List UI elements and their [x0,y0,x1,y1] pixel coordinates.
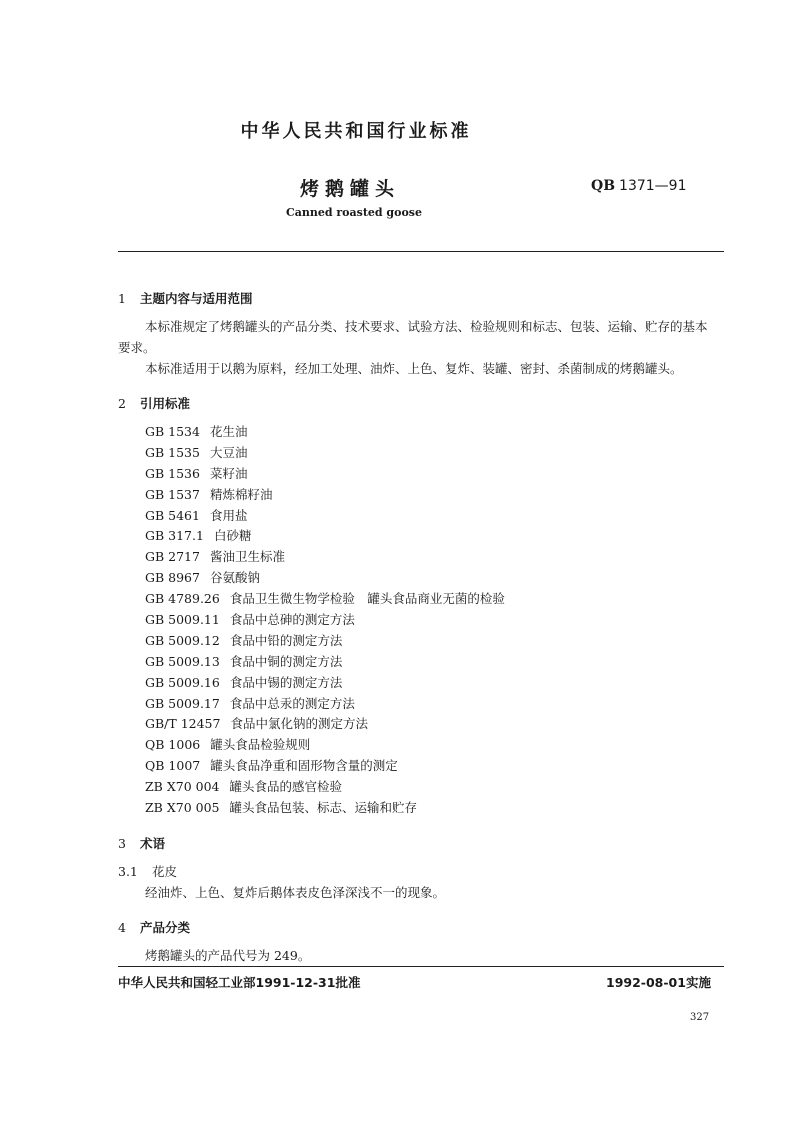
reference-item: GB 1536 菜籽油 [145,465,248,481]
section-4-heading [118,918,190,936]
reference-item: GB 5009.11 食品中总砷的测定方法 [145,612,355,628]
reference-item: GB 5009.16 食品中锡的测定方法 [145,674,343,690]
reference-item: GB 1534 花生油 [145,424,248,439]
reference-item: GB 1537 精炼棉籽油 [145,486,273,502]
section-2-number: 2 [118,396,126,411]
header-divider [118,251,724,252]
section-4-title: 产品分类 [140,920,191,935]
reference-item: ZB X70 005 罐头食品包装、标志、运输和贮存 [145,800,417,816]
section-2-title: 引用标准 [140,396,191,411]
section-1-heading [118,289,253,307]
code-prefix: QB [591,178,616,194]
footer-divider [118,966,724,967]
section-2-heading [118,394,190,412]
section-1-para2: 本标准适用于以鹅为原料，经加工处理、油炸、上色、复炸、装罐、密封、杀菌制成的烤鹅罐头。 [145,361,683,376]
document-title-cn: 烤鹅罐头 [299,178,400,200]
reference-item: GB 1535 大豆油 [145,444,248,460]
reference-item: ZB X70 004 罐头食品的感官检验 [145,779,342,795]
code-number: 1371—91 [619,178,687,194]
section-4-number: 4 [118,920,126,935]
reference-item: GB 5461 食用盐 [145,507,248,523]
section-3-1-heading [118,862,177,880]
section-3-title: 术语 [140,836,166,851]
reference-list [145,422,505,819]
reference-item: GB 317.1 白砂糖 [145,528,252,544]
reference-item: GB/T 12457 食品中氯化钠的测定方法 [145,716,368,732]
reference-item: GB 5009.12 食品中铅的测定方法 [145,632,343,648]
section-3-number: 3 [118,836,126,851]
reference-item: GB 2717 酱油卫生标准 [145,549,285,565]
section-3-1-number: 3.1 [118,864,138,879]
section-3-heading [118,834,165,852]
reference-item: QB 1006 罐头食品检验规则 [145,737,311,753]
document-title-en: Canned roasted goose [285,206,422,219]
standard-category: 中华人民共和国行业标准 [240,121,472,142]
reference-item: GB 5009.13 食品中铜的测定方法 [145,653,343,669]
section-1-para1-line1: 本标准规定了烤鹅罐头的产品分类、技术要求、试验方法、检验规则和标志、包装、运输、贮存的基本 [145,319,708,334]
section-3-1-text: 经油炸、上色、复炸后鹅体表皮色泽深浅不一的现象。 [145,885,446,900]
section-1-para1-line2: 要求。 [118,340,156,355]
document-code [591,178,686,194]
section-3-1-title: 花皮 [152,864,178,879]
approval-statement: 中华人民共和国轻工业部1991-12-31批准 [118,975,361,990]
reference-item: QB 1007 罐头食品净重和固形物含量的测定 [145,758,398,774]
reference-item: GB 8967 谷氨酸钠 [145,570,260,586]
section-4-text: 烤鹅罐头的产品代号为 249。 [145,948,311,963]
section-1-number: 1 [118,291,126,306]
section-1-title: 主题内容与适用范围 [140,291,253,306]
reference-item: GB 5009.17 食品中总汞的测定方法 [145,695,355,711]
reference-item: GB 4789.26 食品卫生微生物学检验 罐头食品商业无菌的检验 [145,591,505,607]
implementation-date: 1992-08-01实施 [606,975,711,990]
page-number: 327 [690,1012,710,1023]
